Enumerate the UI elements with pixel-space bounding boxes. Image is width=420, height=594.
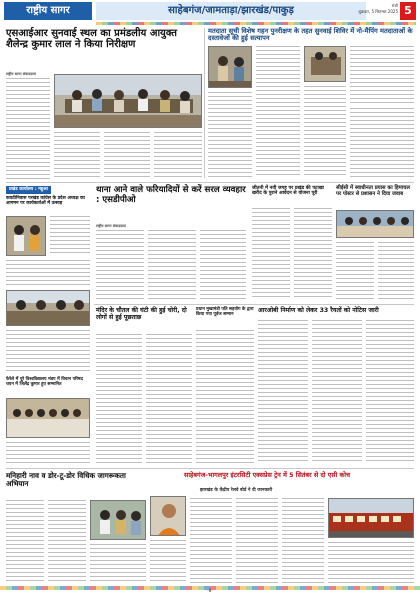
page-number: 5 — [400, 2, 416, 20]
s2-column-5 — [350, 108, 414, 178]
s2-photo-2 — [304, 46, 346, 82]
headline-s6: सीईसी में स्वाधीनता प्रयास का हिमाचल पर पोस्टर से प्रशासन ने दिया जवाब — [336, 185, 410, 197]
rule-3 — [94, 304, 414, 305]
s5-column-2 — [294, 208, 332, 300]
rule-1 — [204, 28, 205, 178]
headline-s4: थाना आने वाले फरियादियों से करें सरल व्यवहार : एसडीपीओ — [96, 185, 246, 205]
headline-s9: मनिहारी नाव व डोर-टू-डोर विधिक जागरूकता अभियान — [6, 471, 126, 489]
s2-column-4 — [350, 46, 414, 104]
s3-column-2 — [6, 260, 90, 286]
kicker-s3: प्रखंड कार्यालय : महुआ — [6, 186, 51, 194]
s1-column-1 — [6, 78, 50, 180]
s4-column-3 — [200, 230, 246, 300]
left-photo-2 — [6, 290, 90, 326]
headline-s11: फेरेले में पूरे विश्वविद्यालय मंडप में विधान परिषद चयन में जिलेंद्र कुमार हुए सम्मानित — [6, 377, 83, 387]
s2-photo-1 — [208, 46, 252, 88]
s1-column-2 — [54, 132, 100, 180]
s2-column-2 — [256, 46, 300, 178]
s10-column-1 — [150, 540, 186, 584]
headline-s7: मंदिर के चौतल की घंटी की हुई चोरी, दो लोगों से हुई पूछताछ — [96, 307, 187, 321]
headline-s5: जीतनी में नयी जगह पर प्रखंड की पटाखा खरीद के पुराने आवेदन से योजना पूरी — [252, 186, 324, 197]
left-column-3 — [6, 330, 90, 374]
s1-photo — [54, 74, 202, 128]
masthead — [0, 0, 420, 22]
headline-s10: साहेबगंज-भागलपुर इंटरसिटी एक्सप्रेस ट्रेन में 5 सितंबर से दो एसी कोच — [184, 471, 351, 479]
byline-s4: राष्ट्रीय सागर संवाददाता — [96, 224, 126, 228]
s6-column-1 — [336, 242, 374, 300]
masthead-decoration — [96, 22, 416, 25]
s2-column-1 — [208, 92, 252, 178]
headline-s3: कवठीनिवास परखंड कांग्रेस के प्रदेश अध्यक्ष का आगमन पर कार्यकर्ताओं में उत्साह — [6, 196, 85, 207]
s6-photo — [336, 210, 414, 238]
s9-column-1 — [6, 500, 44, 584]
s10-photo-portrait — [150, 496, 186, 536]
s1-column-4 — [154, 132, 202, 180]
headline-s12: प्रधान मुखामंत्री पति सहयोग के द्वारा किया गया पूर्वज सम्मान — [196, 307, 254, 317]
s9-column-2 — [48, 500, 86, 584]
rule-2 — [6, 182, 414, 183]
issue-date: रांची शुक्रवार, 5 सितम्बर 2025 — [358, 3, 398, 14]
s4-column-2 — [148, 230, 196, 300]
s6-column-2 — [378, 242, 414, 300]
s4-column-1 — [96, 230, 144, 300]
s10-column-3 — [236, 498, 278, 584]
s10-column-2 — [190, 498, 232, 584]
paper-name: राष्ट्रीय सागर — [4, 2, 92, 20]
s10-column-5 — [328, 542, 414, 584]
s5-column-1 — [252, 208, 290, 300]
left-column-4 — [6, 442, 90, 464]
headline-s8: आरओबी निर्माण को लेकर 33 रैयतों को नोटिस जारी — [258, 307, 379, 314]
s8-column-1 — [258, 320, 308, 464]
s7-column-2 — [146, 334, 192, 464]
headline-s1: एसआईआर सुनवाई स्थल का प्रमंडलीय आयुक्त शैलेन्द्र कुमार लाल ने किया निरीक्षण — [6, 28, 177, 51]
s12-column-1 — [196, 330, 254, 464]
s10-column-4 — [282, 498, 324, 584]
headline-s2: मतदाता सूची विशेष गहन पुनरीक्षण के तहत सुनवाई शिविर में नो-मैपिंग मतदाताओं के दस्तावेजों की हुई सत्यापन — [208, 27, 413, 43]
s9-column-3 — [90, 544, 146, 584]
s3-photo — [6, 216, 46, 256]
s10-photo-train — [328, 498, 414, 538]
s9-photo — [90, 500, 146, 540]
byline-s1: राष्ट्रीय सागर संवाददाता — [6, 72, 36, 76]
s2-column-3 — [304, 86, 346, 178]
subhead-s10: झारखंड के केंद्रीय रेलवे बोर्ड ने दी जानकारी — [200, 488, 273, 493]
footer-page-number: -8- — [207, 588, 213, 593]
s7-column-1 — [96, 334, 142, 464]
rule-4 — [6, 468, 414, 469]
s8-column-2 — [312, 320, 362, 464]
s11-photo — [6, 398, 90, 438]
s1-column-3 — [104, 132, 150, 180]
section-title: साहेबगंज/जामताड़ा/झारखंड/पाकुड़ — [96, 2, 366, 20]
s3-column-1 — [50, 216, 90, 256]
s8-column-3 — [366, 320, 414, 464]
